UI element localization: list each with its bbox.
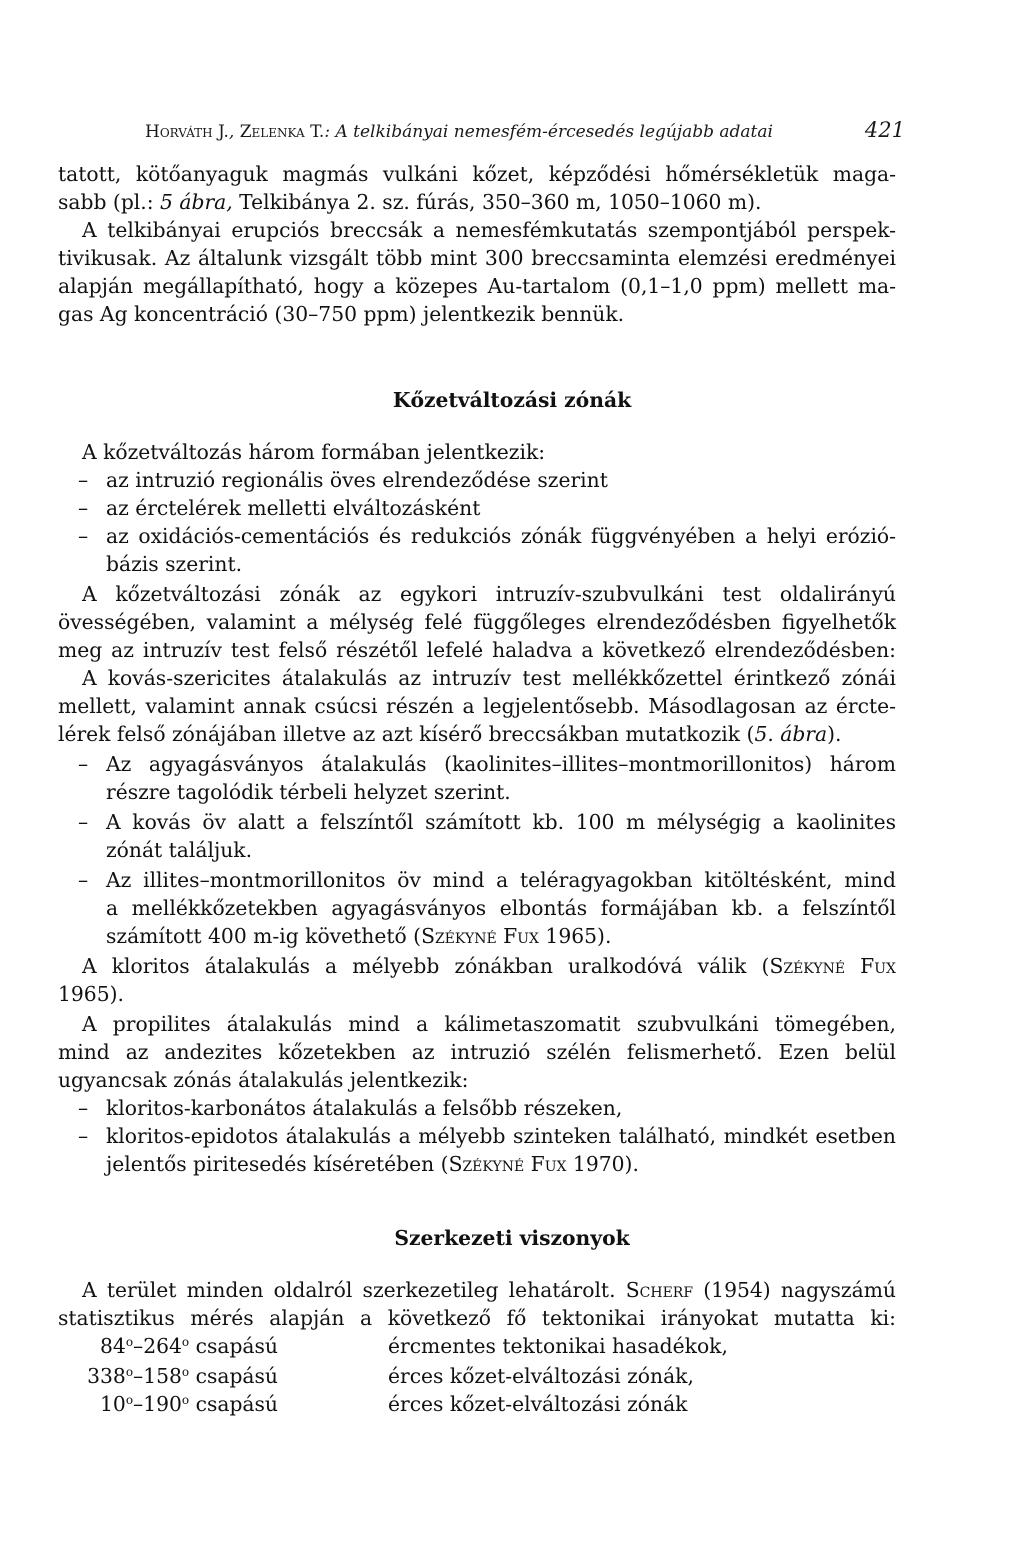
section-heading: Szerkezeti viszonyok bbox=[394, 1226, 630, 1250]
page-number: 421 bbox=[864, 118, 905, 142]
list-dash: – bbox=[78, 496, 89, 520]
list-item: kloritos-epidotos átalakulás a mélyebb szinteken található, mindkét esetben bbox=[106, 1124, 896, 1148]
section-heading: Kőzetváltozási zónák bbox=[392, 388, 632, 412]
strike-range: 338$^o$–158$^o$ csapású bbox=[87, 1364, 278, 1388]
text-line: tivikusak. Az általunk vizsgált több mint 300 breccsaminta elemzési eredményei bbox=[58, 246, 896, 270]
text-line: gas Ag koncentráció (30–750 ppm) jelentkezik bennük. bbox=[58, 302, 625, 326]
citation-author: Székyné Fux bbox=[769, 954, 897, 978]
list-item: kloritos-karbonátos átalakulás a felsőbb részeken, bbox=[106, 1096, 623, 1120]
author-zelenka: Zelenka T. bbox=[239, 122, 325, 142]
text-line: meg az intruzív test felső részétől lefelé haladva a következő elrendeződésben: bbox=[58, 638, 896, 662]
figure-ref: 5 ábra, bbox=[160, 190, 233, 214]
structure-type: ércmentes tektonikai hasadékok, bbox=[388, 1334, 728, 1358]
list-item-cont: számított 400 m-ig követhető (Székyné Fux 1965). bbox=[106, 924, 612, 948]
list-item: az érctelérek melletti elváltozásként bbox=[106, 496, 481, 520]
text-line: A propilites átalakulás mind a kálimetaszomatit szubvulkáni tömegében, bbox=[82, 1012, 896, 1036]
structure-type: érces kőzet-elváltozási zónák, bbox=[388, 1364, 694, 1388]
list-item-cont: zónát találjuk. bbox=[106, 838, 253, 862]
list-item-cont: részre tagolódik térbeli helyzet szerint. bbox=[106, 780, 511, 804]
list-dash: – bbox=[78, 524, 89, 548]
citation-author: Scherf bbox=[625, 1278, 694, 1302]
text-line: lérek felső zónájában illetve az azt kísérő breccsákban mutatkozik (5. ábra). bbox=[58, 722, 842, 746]
figure-ref: 5. ábra bbox=[754, 722, 828, 746]
list-item: Az illites–montmorillonitos öv mind a teléragyagokban kitöltésként, mind bbox=[106, 868, 896, 892]
text-line: 1965). bbox=[58, 982, 124, 1006]
article-title: A telkibányai nemesfém-ércesedés legújabb adatai bbox=[335, 122, 773, 142]
text-line: A kloritos átalakulás a mélyebb zónákban uralkodóvá válik (Székyné Fux bbox=[82, 954, 897, 978]
list-item-cont: a mellékkőzetekben agyagásványos elbontás formájában kb. a felszíntől bbox=[106, 896, 896, 920]
list-item: az intruzió regionális öves elrendeződése szerint bbox=[106, 468, 608, 492]
list-item-cont: bázis szerint. bbox=[106, 552, 243, 576]
text-line: tatott, kötőanyaguk magmás vulkáni kőzet, képződési hőmérsékletük maga- bbox=[58, 162, 896, 186]
text-line: ugyancsak zónás átalakulás jelentkezik: bbox=[58, 1068, 469, 1092]
strike-range: 10$^o$–190$^o$ csapású bbox=[100, 1392, 278, 1416]
citation-author: Székyné Fux bbox=[421, 924, 539, 948]
strike-range: 84$^o$–264$^o$ csapású bbox=[100, 1334, 278, 1358]
list-item: A kovás öv alatt a felszíntől számított kb. 100 m mélységig a kaolinites bbox=[106, 810, 896, 834]
list-dash: – bbox=[78, 752, 89, 776]
list-dash: – bbox=[78, 810, 89, 834]
list-item-cont: jelentős piritesedés kíséretében (Székyné Fux 1970). bbox=[106, 1152, 639, 1176]
list-dash: – bbox=[78, 868, 89, 892]
list-dash: – bbox=[78, 1096, 89, 1120]
text-line: alapján megállapítható, hogy a közepes Au-tartalom (0,1–1,0 ppm) mellett ma- bbox=[58, 274, 896, 298]
list-dash: – bbox=[78, 1124, 89, 1148]
text-line: sabb (pl.: 5 ábra, Telkibánya 2. sz. fúrás, 350–360 m, 1050–1060 m). bbox=[58, 190, 762, 214]
text-line: A terület minden oldalról szerkezetileg lehatárolt. Scherf (1954) nagyszámú bbox=[82, 1278, 896, 1302]
author-horvath: Horváth J. bbox=[145, 122, 229, 142]
text-line: A kőzetváltozási zónák az egykori intruzív-szubvulkáni test oldalirányú bbox=[82, 582, 896, 606]
text-line: A kovás-szericites átalakulás az intruzív test mellékkőzettel érintkező zónái bbox=[82, 666, 896, 690]
list-item: az oxidációs-cementációs és redukciós zónák függvényében a helyi erózió- bbox=[106, 524, 896, 548]
text-line: A kőzetváltozás három formában jelentkezik: bbox=[82, 440, 546, 464]
text-line: övességében, valamint a mélység felé függőleges elrendeződésben figyelhetők bbox=[58, 610, 896, 634]
text-line: mellett, valamint annak csúcsi részén a legjelentősebb. Másodlagosan az ércte- bbox=[58, 694, 896, 718]
text-line: statisztikus mérés alapján a következő fő tektonikai irányokat mutatta ki: bbox=[58, 1306, 896, 1330]
list-item: Az agyagásványos átalakulás (kaolinites–illites–montmorillonitos) három bbox=[106, 752, 896, 776]
structure-type: érces kőzet-elváltozási zónák bbox=[388, 1392, 688, 1416]
text-line: A telkibányai erupciós breccsák a nemesfémkutatás szempontjából perspek- bbox=[82, 218, 896, 242]
text-line: mind az andezites kőzetekben az intruzió szélén felismerhető. Ezen belül bbox=[58, 1040, 896, 1064]
running-head: Horváth J., Zelenka T.: A telkibányai nemesfém-ércesedés legújabb adatai 421 bbox=[145, 118, 905, 142]
list-dash: – bbox=[78, 468, 89, 492]
citation-author: Székyné Fux bbox=[448, 1152, 567, 1176]
